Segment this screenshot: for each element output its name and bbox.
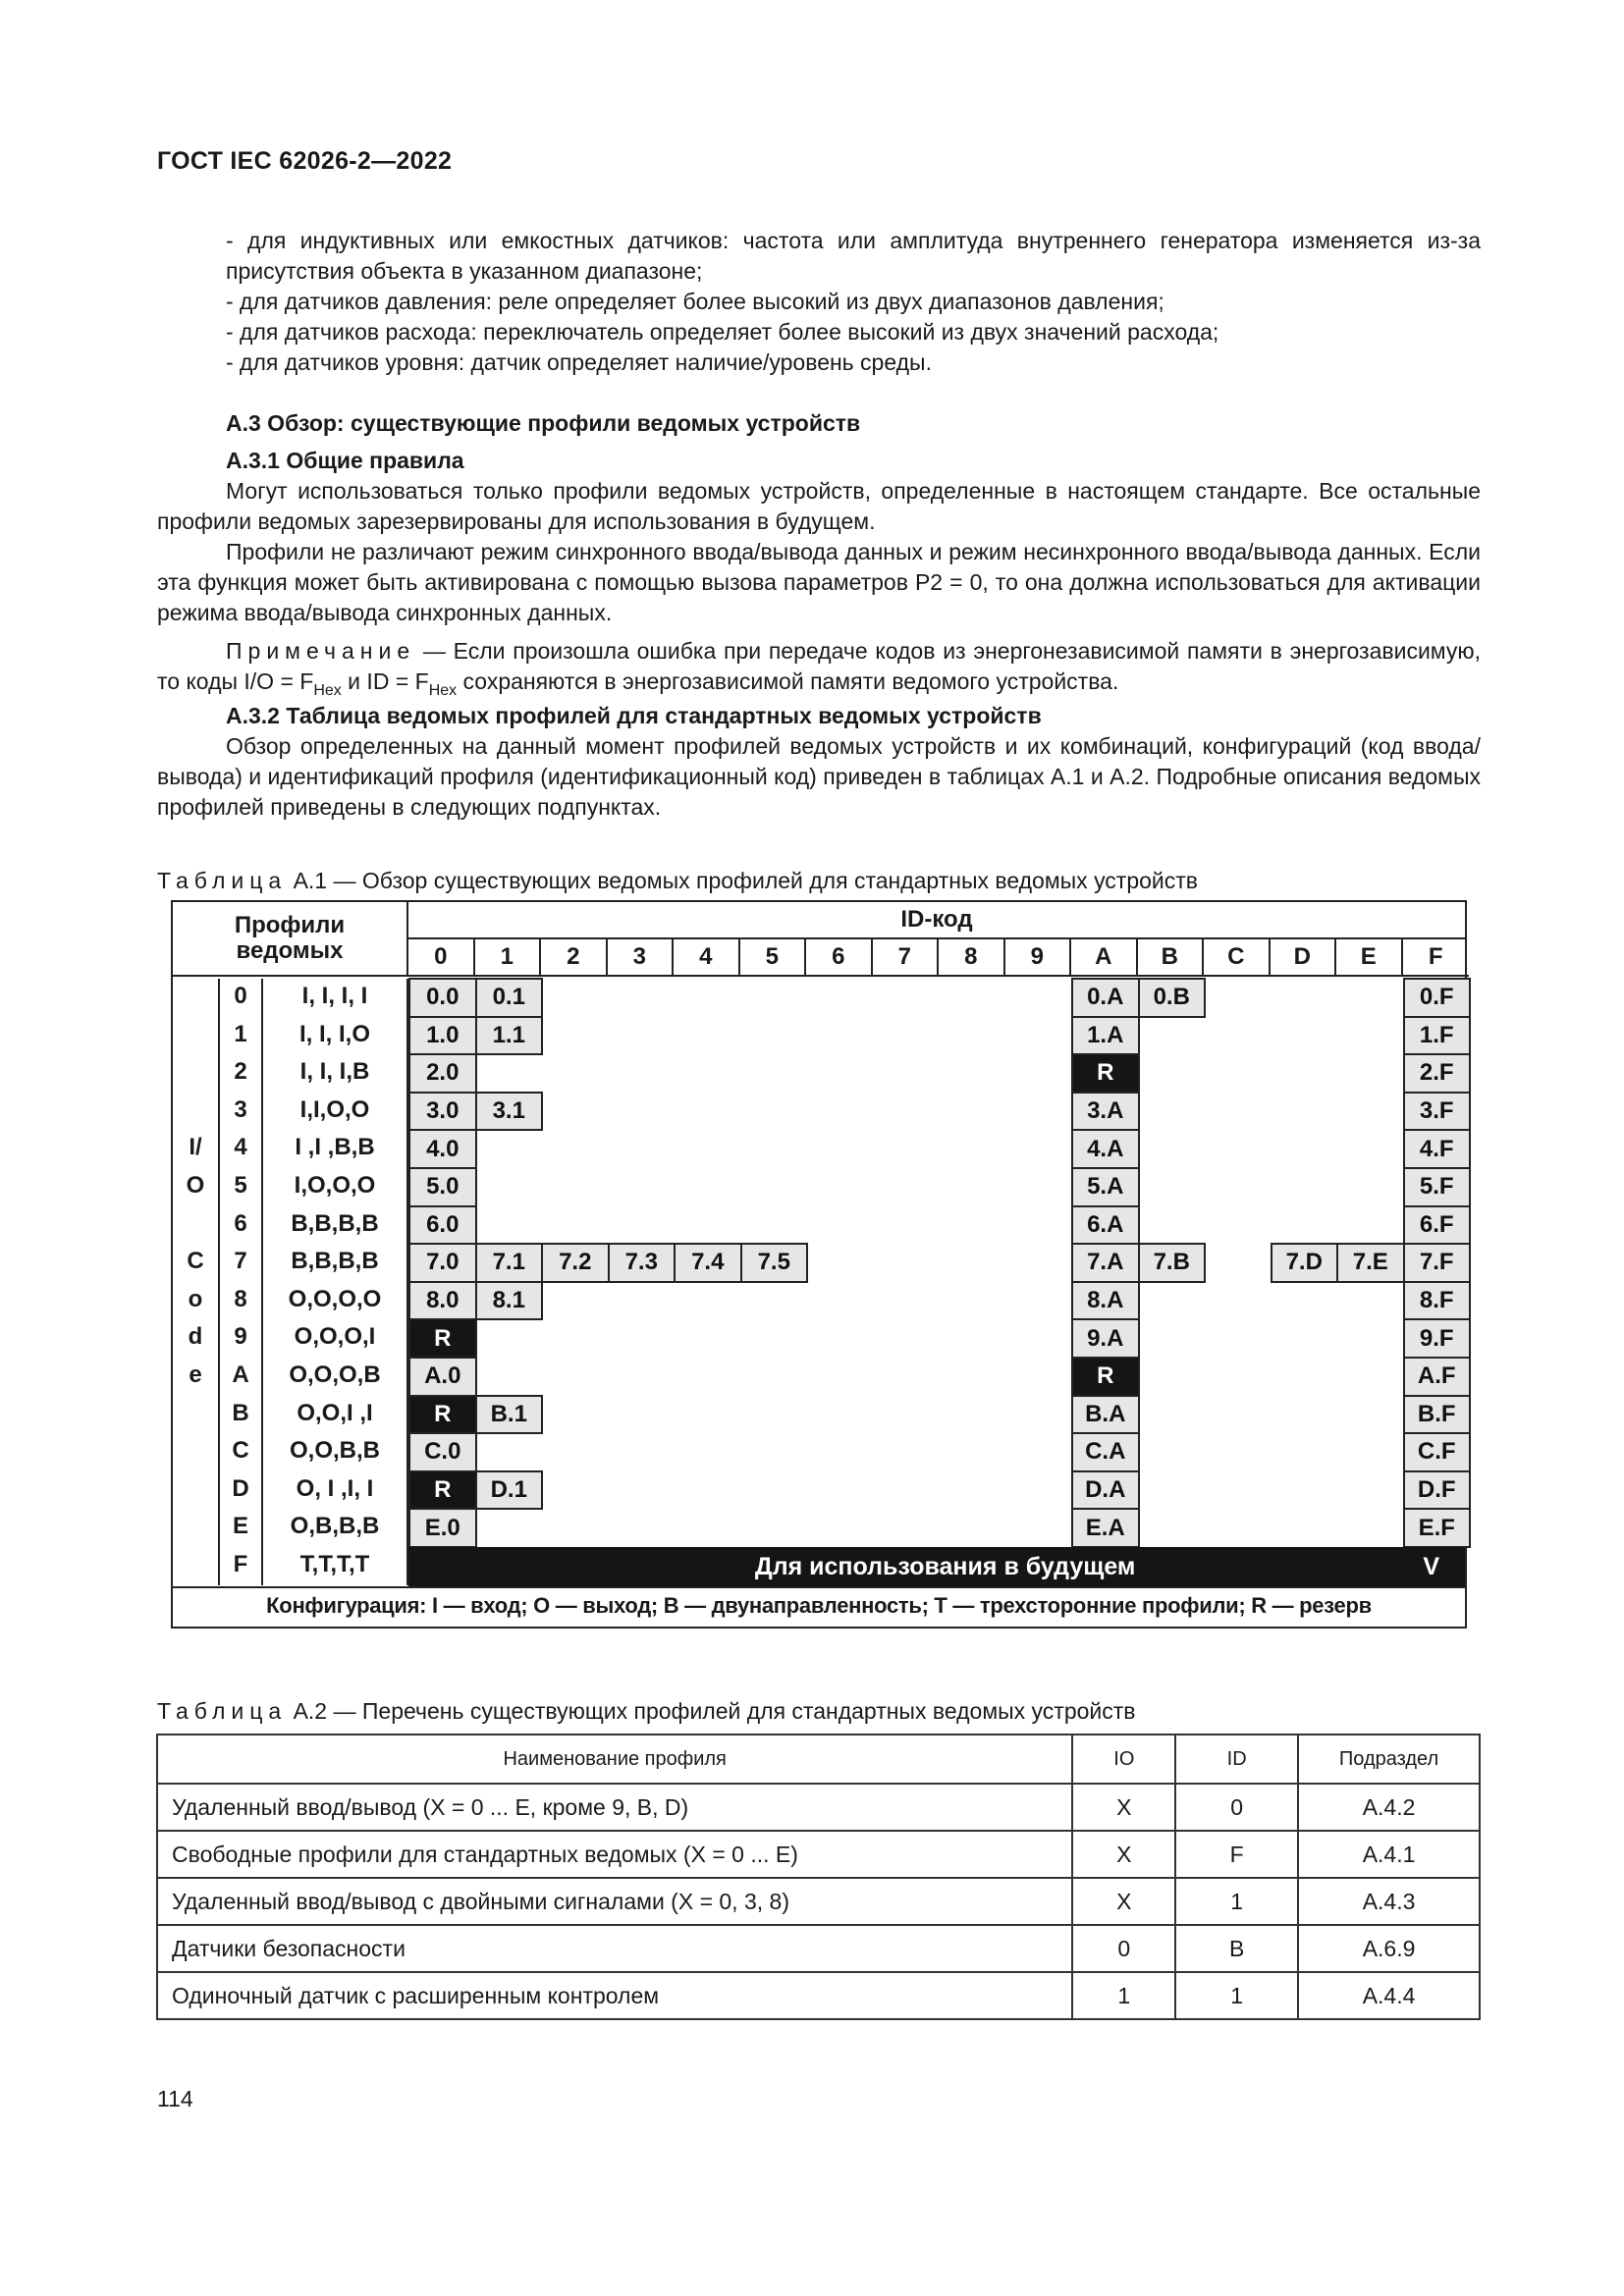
row-io-code: 7 [234, 1248, 247, 1275]
id-code-header: ID-код [408, 902, 1465, 939]
profile-cell: 2.F [1403, 1053, 1472, 1094]
profile-name-cell: Удаленный ввод/вывод с двойными сигналами (X = 0, 3, 8) [157, 1878, 1072, 1925]
subsection-title: А.3.2 Таблица ведомых профилей для стандартных ведомых устройств [226, 703, 1042, 728]
row-config: O,O,I ,I [297, 1399, 373, 1426]
section-cell: А.6.9 [1298, 1925, 1480, 1972]
section-cell: А.4.2 [1298, 1784, 1480, 1831]
section-title: А.3 Обзор: существующие профили ведомых устройств [226, 410, 861, 436]
column-header-id: ID [1175, 1735, 1298, 1784]
table-row [157, 1784, 1480, 1831]
row-config: I,I,O,O [299, 1095, 370, 1123]
profile-cell: 5.F [1403, 1167, 1472, 1207]
row-config: B,B,B,B [291, 1209, 379, 1237]
caption-text: А.1 — Обзор существующих ведомых профилей для стандартных ведомых устройств [287, 868, 1199, 893]
config-legend: Конфигурация: I — вход; O — выход; B — двунаправленность; T — трехсторонние профили; R — резерв [266, 1592, 1372, 1618]
row-config: I,O,O,O [294, 1172, 376, 1199]
section-cell: А.4.4 [1298, 1972, 1480, 2019]
caption-label: Таблица [157, 868, 288, 893]
profile-cell: 2.0 [408, 1053, 477, 1094]
profile-cell: E.F [1403, 1508, 1472, 1548]
row-config: T,T,T,T [299, 1551, 370, 1577]
id-cell: B [1175, 1925, 1298, 1972]
io-code-side-label: O [186, 1172, 205, 1199]
profile-cell: R [408, 1318, 477, 1359]
profile-cell: 9.A [1071, 1318, 1140, 1359]
profile-cell: 3.0 [408, 1092, 477, 1132]
note-paragraph [157, 636, 1481, 697]
table-header-row [157, 1735, 1480, 1784]
table-row [157, 1925, 1480, 1972]
io-cell: X [1072, 1878, 1175, 1925]
row-io-code: B [232, 1399, 249, 1426]
io-code-side-label: d [188, 1323, 203, 1351]
io-code-side-label [173, 1210, 218, 1249]
row-io-code: F [233, 1551, 248, 1577]
profile-name-cell: Свободные профили для стандартных ведомых (X = 0 ... E) [157, 1831, 1072, 1878]
profile-cell: 7.2 [541, 1243, 610, 1283]
bullet-item: - для датчиков расхода: переключатель определяет более высокий из двух значений расхода; [226, 319, 1219, 345]
profile-cell: 7.E [1336, 1243, 1405, 1283]
id-column-header: F [1403, 939, 1470, 977]
id-column-header: A [1071, 939, 1138, 977]
profile-name-cell: Датчики безопасности [157, 1925, 1072, 1972]
caption-label: Таблица [157, 1698, 288, 1724]
io-code-side-label: I/ [189, 1134, 202, 1161]
note-text: и ID = F [341, 668, 429, 694]
column-header-section: Подраздел [1298, 1735, 1480, 1784]
row-io-code: 2 [234, 1058, 247, 1086]
profile-cell: 8.0 [408, 1281, 477, 1321]
subscript: Hex [313, 682, 342, 699]
row-io-code: C [232, 1437, 249, 1465]
profile-cell: 3.A [1071, 1092, 1140, 1132]
profile-cell: 6.F [1403, 1205, 1472, 1246]
profile-cell: A.F [1403, 1357, 1472, 1397]
id-column-header: 3 [608, 939, 675, 977]
bullet-item: - для датчиков давления: реле определяет более высокий из двух диапазонов давления; [226, 289, 1164, 314]
note-label: Примечание [226, 638, 416, 664]
note-text: — Если произошла ошибка при передаче кодов из энергонезависимой памяти в энергозависимую, то коды I/O = F [157, 638, 1481, 694]
table-a2 [156, 1734, 1481, 2020]
future-use-label: Для использования в будущем [754, 1552, 1136, 1580]
row-io-code: E [232, 1513, 248, 1540]
id-column-header: 1 [475, 939, 542, 977]
id-column-header: C [1204, 939, 1271, 977]
row-io-code: 9 [234, 1323, 247, 1351]
profile-cell: E.A [1071, 1508, 1140, 1548]
profile-cell: C.A [1071, 1432, 1140, 1472]
profile-cell: B.A [1071, 1395, 1140, 1435]
table-a1 [171, 900, 1467, 1629]
row-config: I ,I ,B,B [295, 1134, 375, 1161]
profile-cell: 7.B [1138, 1243, 1207, 1283]
id-cell: 0 [1175, 1784, 1298, 1831]
row-io-code: 8 [234, 1285, 247, 1312]
profile-cell: 6.0 [408, 1205, 477, 1246]
row-config: I, I, I,O [298, 1020, 370, 1047]
paragraph: Профили не различают режим синхронного ввода/вывода данных и режим несинхронного ввода/вывода данных. Если эта функция может быть активирована с помощью вызова параметров P2 = 0, то она должна использоваться для активации режима ввода/вывода синхронных данных. [157, 539, 1481, 625]
id-column-header: 0 [408, 939, 475, 977]
profile-cell: B.1 [475, 1395, 544, 1435]
profile-cell: 1.F [1403, 1016, 1472, 1056]
io-cell: X [1072, 1784, 1175, 1831]
profile-cell: E.0 [408, 1508, 477, 1548]
page-header: ГОСТ IEC 62026-2—2022 [157, 147, 453, 175]
profile-cell: 7.5 [740, 1243, 809, 1283]
profile-cell: 1.0 [408, 1016, 477, 1056]
table2-caption [157, 1698, 1136, 1725]
profile-name-cell: Удаленный ввод/вывод (X = 0 ... E, кроме 9, B, D) [157, 1784, 1072, 1831]
profile-cell: 4.0 [408, 1129, 477, 1169]
row-config: I, I, I, I [301, 983, 368, 1009]
bullet-item: - для датчиков уровня: датчик определяет наличие/уровень среды. [226, 349, 932, 375]
id-cell: F [1175, 1831, 1298, 1878]
profile-cell: 7.D [1271, 1243, 1339, 1283]
section-a3 [157, 408, 1481, 823]
id-column-header: 5 [740, 939, 807, 977]
row-io-code: D [232, 1474, 249, 1502]
row-config: O,B,B,B [290, 1513, 380, 1540]
id-column-header: 7 [873, 939, 940, 977]
paragraph: Могут использоваться только профили ведомых устройств, определенные в настоящем стандарте. Все остальные профили ведомых зарезервированы для использования в будущем. [157, 478, 1481, 534]
profile-name-cell: Одиночный датчик с расширенным контролем [157, 1972, 1072, 2019]
profile-cell: 6.A [1071, 1205, 1140, 1246]
profile-cell: 1.1 [475, 1016, 544, 1056]
future-use-v: V [1423, 1552, 1439, 1580]
id-column-header: D [1271, 939, 1337, 977]
profile-cell: 0.F [1403, 978, 1472, 1018]
profile-cell: 4.F [1403, 1129, 1472, 1169]
row-io-code: 1 [234, 1020, 247, 1047]
paragraph: Обзор определенных на данный момент профилей ведомых устройств и их комбинаций, конфигураций (код ввода/вывода) и идентификаций профиля (идентификационный код) приведен в таблицах А.1 и А.2. Подробные описания ведомых профилей приведены в следующих подпунктах. [157, 733, 1481, 820]
profile-cell: 5.A [1071, 1167, 1140, 1207]
table-row [157, 1972, 1480, 2019]
row-config: O, I ,I, I [296, 1474, 374, 1502]
row-io-code: 4 [234, 1134, 247, 1161]
table-row [157, 1878, 1480, 1925]
profile-cell: A.0 [408, 1357, 477, 1397]
profile-cell: C.F [1403, 1432, 1472, 1472]
profile-cell: 7.1 [475, 1243, 544, 1283]
future-use-bar [408, 1547, 1465, 1587]
profile-cell: C.0 [408, 1432, 477, 1472]
io-cell: 0 [1072, 1925, 1175, 1972]
profile-cell: 7.A [1071, 1243, 1140, 1283]
profile-cell: 4.A [1071, 1129, 1140, 1169]
table-row [157, 1831, 1480, 1878]
profile-cell: 8.A [1071, 1281, 1140, 1321]
row-config: O,O,O,O [288, 1285, 382, 1312]
io-code-side-label: C [187, 1248, 204, 1275]
column-header-name: Наименование профиля [157, 1735, 1072, 1784]
profiles-header: Профили ведомых [173, 902, 408, 977]
id-column-header: 6 [806, 939, 873, 977]
intro-text [157, 226, 1481, 378]
profile-cell: 1.A [1071, 1016, 1140, 1056]
profile-cell: R [408, 1470, 477, 1511]
io-code-side-label: e [189, 1362, 202, 1388]
id-column-header: 9 [1005, 939, 1072, 977]
profile-cell: B.F [1403, 1395, 1472, 1435]
profile-cell: R [1071, 1053, 1140, 1094]
page-number: 114 [157, 2086, 193, 2111]
row-config: O,O,B,B [289, 1437, 380, 1465]
id-column-header: 4 [674, 939, 740, 977]
profile-cell: 7.0 [408, 1243, 477, 1283]
profile-cell: 0.A [1071, 978, 1140, 1018]
profile-cell: 9.F [1403, 1318, 1472, 1359]
profile-cell: 5.0 [408, 1167, 477, 1207]
profile-cell: D.A [1071, 1470, 1140, 1511]
profile-cell: 8.1 [475, 1281, 544, 1321]
row-io-code: 0 [234, 983, 247, 1009]
row-io-code: A [232, 1362, 249, 1388]
row-io-code: 6 [234, 1209, 247, 1237]
id-column-header: 8 [939, 939, 1005, 977]
profile-cell: D.1 [475, 1470, 544, 1511]
row-config: I, I, I,B [299, 1058, 370, 1086]
profile-cell: 7.4 [674, 1243, 742, 1283]
profile-cell: 7.3 [608, 1243, 677, 1283]
row-io-code: 5 [234, 1172, 247, 1199]
io-cell: 1 [1072, 1972, 1175, 2019]
row-config: B,B,B,B [291, 1248, 379, 1275]
profile-cell: 3.1 [475, 1092, 544, 1132]
row-config: O,O,O,B [289, 1362, 381, 1388]
section-cell: А.4.3 [1298, 1878, 1480, 1925]
io-code-side-label: o [188, 1285, 203, 1312]
id-column-header: E [1336, 939, 1403, 977]
profile-cell: 0.1 [475, 978, 544, 1018]
profile-cell: 8.F [1403, 1281, 1472, 1321]
row-io-code: 3 [234, 1095, 247, 1123]
subscript: Hex [428, 682, 458, 699]
table1-caption [157, 868, 1198, 894]
section-cell: А.4.1 [1298, 1831, 1480, 1878]
bullet-item: - для индуктивных или емкостных датчиков: частота или амплитуда внутреннего генератора изменяется из-за присутствия объекта в указанном диапазоне; [226, 228, 1481, 284]
id-column-header: B [1138, 939, 1205, 977]
column-header-io: IO [1072, 1735, 1175, 1784]
profile-cell: R [1071, 1357, 1140, 1397]
caption-text: А.2 — Перечень существующих профилей для стандартных ведомых устройств [287, 1698, 1136, 1724]
profile-cell: 7.F [1403, 1243, 1472, 1283]
profile-cell: 0.B [1138, 978, 1207, 1018]
profile-cell: 3.F [1403, 1092, 1472, 1132]
profile-cell: 0.0 [408, 978, 477, 1018]
divider [173, 1586, 1465, 1588]
note-text: сохраняются в энергозависимой памяти ведомого устройства. [457, 668, 1119, 694]
io-cell: X [1072, 1831, 1175, 1878]
id-cell: 1 [1175, 1878, 1298, 1925]
subsection-title: А.3.1 Общие правила [226, 448, 464, 473]
row-config: O,O,O,I [294, 1323, 376, 1351]
id-column-header: 2 [541, 939, 608, 977]
profile-cell: R [408, 1395, 477, 1435]
id-cell: 1 [1175, 1972, 1298, 2019]
profile-cell: D.F [1403, 1470, 1472, 1511]
